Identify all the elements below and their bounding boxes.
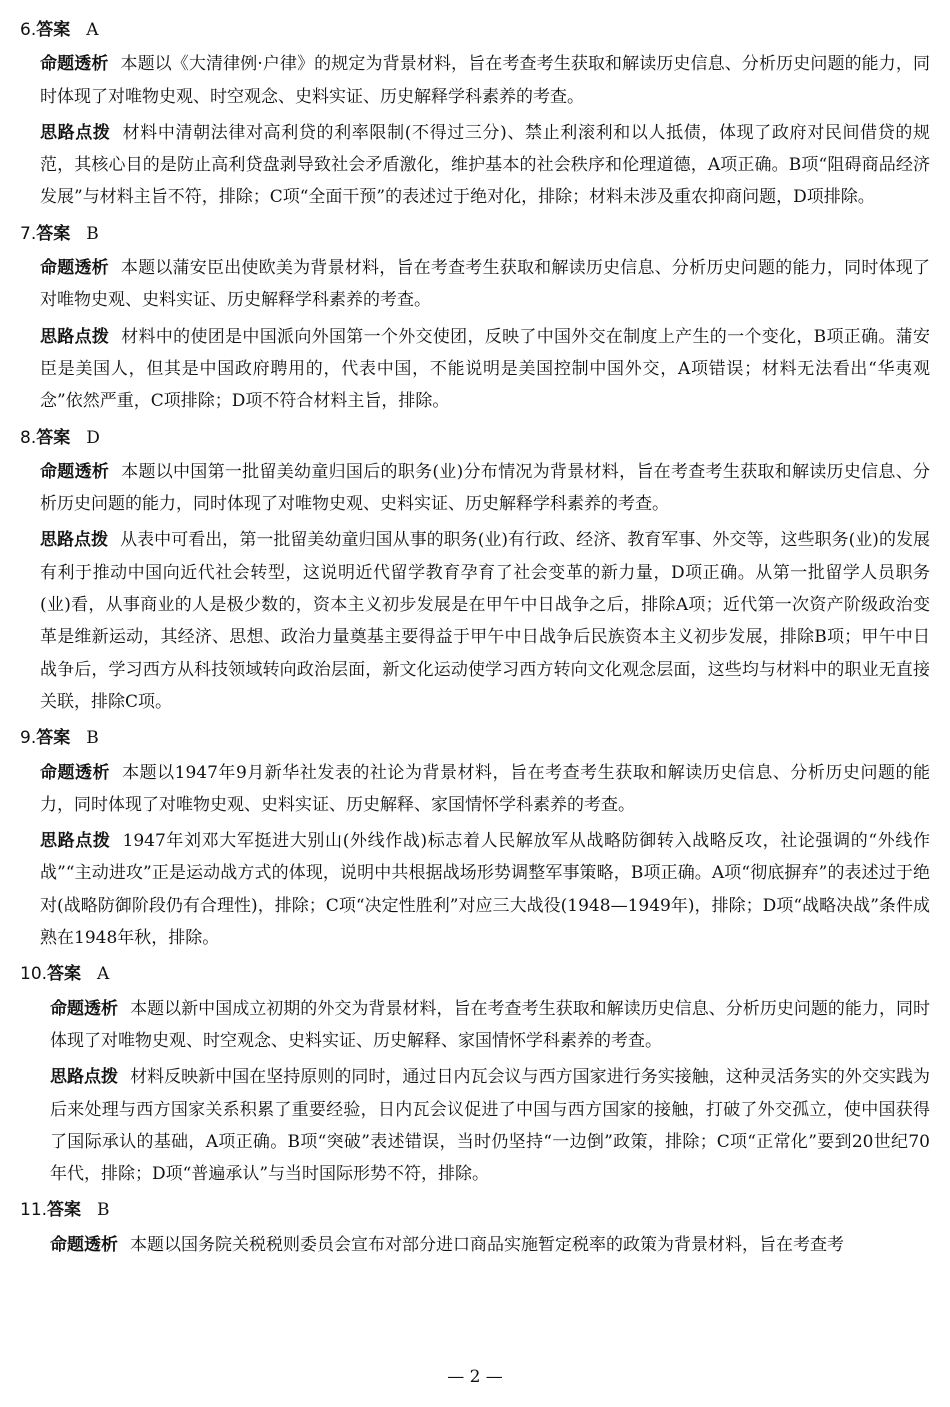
analysis-text: 本题以新中国成立初期的外交为背景材料，旨在考查考生获取和解读历史信息、分析历史问题的能力，同时体现了对唯物史观、时空观念、史料实证、历史解释、家国情怀学科素养的考查。 bbox=[50, 998, 931, 1051]
hint-text: 材料中的使团是中国派向外国第一个外交使团，反映了中国外交在制度上产生的一个变化，B项正确。蒲安臣是美国人，但其是中国政府聘用的，代表中国，不能说明是美国控制中国外交，A项错误；材料无法看出“华夷观念”依然严重，C项排除；D项不符合材料主旨，排除。 bbox=[40, 326, 931, 412]
answer-line bbox=[20, 722, 930, 754]
analysis-paragraph bbox=[50, 993, 930, 1058]
answer-label: 答案 bbox=[36, 427, 71, 448]
answer-label: 答案 bbox=[36, 728, 71, 749]
analysis-label: 命题透析 bbox=[50, 1234, 118, 1255]
hint-label: 思路点拨 bbox=[40, 122, 111, 143]
question-number: 6. bbox=[20, 20, 37, 40]
hint-paragraph bbox=[40, 825, 930, 954]
analysis-label: 命题透析 bbox=[40, 762, 111, 783]
analysis-text: 本题以国务院关税税则委员会宣布对部分进口商品实施暂定税率的政策为背景材料，旨在考查考 bbox=[130, 1234, 844, 1255]
question-number: 7. bbox=[20, 223, 37, 244]
analysis-text: 本题以《大清律例·户律》的规定为背景材料，旨在考查考生获取和解读历史信息、分析历史问题的能力，同时体现了对唯物史观、时空观念、史料实证、历史解释学科素养的考查。 bbox=[40, 54, 931, 107]
question-number: 9. bbox=[20, 728, 37, 749]
answer-line bbox=[20, 14, 930, 46]
hint-label: 思路点拨 bbox=[40, 831, 111, 852]
question-10 bbox=[20, 958, 930, 1190]
hint-text: 材料反映新中国在坚持原则的同时，通过日内瓦会议与西方国家进行务实接触，这种灵活务实的外交实践为后来处理与西方国家关系积累了重要经验，日内瓦会议促进了中国与西方国家的接触，打破了外交孤立，使中国获得了国际承认的基础，A项正确。B项“突破”表述错误，当时仍坚持“一边倒”政策，排除；C项“正常化”要到20世纪70年代，排除；D项“普遍承认”与当时国际形势不符，排除。 bbox=[50, 1067, 931, 1185]
analysis-label: 命题透析 bbox=[40, 258, 109, 279]
analysis-paragraph bbox=[50, 1229, 930, 1261]
question-number: 8. bbox=[20, 427, 37, 448]
analysis-label: 命题透析 bbox=[40, 54, 109, 75]
question-number: 11. bbox=[20, 1200, 48, 1221]
answer-label: 答案 bbox=[47, 964, 82, 985]
answer-value: B bbox=[86, 728, 99, 749]
hint-label: 思路点拨 bbox=[40, 530, 109, 551]
question-6 bbox=[20, 14, 930, 214]
analysis-text: 本题以1947年9月新华社发表的社论为背景材料，旨在考查考生获取和解读历史信息、分析历史问题的能力，同时体现了对唯物史观、史料实证、历史解释、家国情怀学科素养的考查。 bbox=[40, 762, 931, 815]
answer-line bbox=[20, 958, 930, 990]
hint-text: 材料中清朝法律对高利贷的利率限制(不得过三分)、禁止利滚利和以人抵债，体现了政府对民间借贷的规范，其核心目的是防止高利贷盘剥导致社会矛盾激化，维护基本的社会秩序和伦理道德，A项正确。B项“阻碍商品经济发展”与材料主旨不符，排除；C项“全面干预”的表述过于绝对化，排除；材料未涉及重农抑商问题，D项排除。 bbox=[40, 122, 931, 208]
hint-label: 思路点拨 bbox=[50, 1067, 119, 1088]
question-11 bbox=[20, 1194, 930, 1261]
hint-paragraph bbox=[40, 321, 930, 418]
answer-label: 答案 bbox=[36, 223, 71, 244]
hint-text: 从表中可看出，第一批留美幼童归国从事的职务(业)有行政、经济、教育军事、外交等，这些职务(业)的发展有利于推动中国向近代社会转型，这说明近代留学教育孕育了社会变革的新力量，D项正确。从第一批留学人员职务(业)看，从事商业的人是极少数的，资本主义初步发展是在甲午中日战争之后，排除A项；近代第一次资产阶级政治变革是维新运动，其经济、思想、政治力量奠基主要得益于甲午中日战争后民族资本主义初步发展，排除B项；甲午中日战争后，学习西方从科技领域转向政治层面，新文化运动使学习西方转向文化观念层面，这些均与材料中的职业无直接关联，排除C项。 bbox=[40, 530, 931, 712]
hint-label: 思路点拨 bbox=[40, 326, 110, 347]
answer-value: B bbox=[97, 1200, 110, 1221]
answer-label: 答案 bbox=[47, 1200, 82, 1221]
question-9 bbox=[20, 722, 930, 954]
analysis-text: 本题以蒲安臣出使欧美为背景材料，旨在考查考生获取和解读历史信息、分析历史问题的能力，同时体现了对唯物史观、史料实证、历史解释学科素养的考查。 bbox=[40, 258, 931, 311]
answer-value: A bbox=[86, 20, 99, 40]
answer-value: B bbox=[86, 223, 99, 244]
hint-paragraph bbox=[40, 524, 930, 718]
answer-label: 答案 bbox=[36, 20, 71, 40]
answer-value: D bbox=[86, 427, 100, 448]
analysis-paragraph bbox=[40, 757, 930, 822]
hint-paragraph bbox=[40, 117, 930, 214]
analysis-paragraph bbox=[40, 252, 930, 317]
analysis-label: 命题透析 bbox=[50, 998, 119, 1019]
hint-paragraph bbox=[50, 1061, 930, 1190]
page-number: — 2 — bbox=[447, 1366, 503, 1387]
question-7 bbox=[20, 218, 930, 418]
analysis-text: 本题以中国第一批留美幼童归国后的职务(业)分布情况为背景材料，旨在考查考生获取和解读历史信息、分析历史问题的能力，同时体现了对唯物史观、史料实证、历史解释学科素养的考查。 bbox=[40, 461, 930, 515]
analysis-paragraph bbox=[40, 48, 930, 113]
answer-line bbox=[20, 218, 930, 250]
hint-text: 1947年刘邓大军挺进大别山(外线作战)标志着人民解放军从战略防御转入战略反攻，社论强调的“外线作战”“主动进攻”正是运动战方式的体现，说明中共根据战场形势调整军事策略，B项正确。A项“彻底摒弃”的表述过于绝对(战略防御阶段仍有合理性)，排除；C项“决定性胜利”对应三大战役(1948—1949年)，排除；D项“战略决战”条件成熟在1948年秋，排除。 bbox=[40, 831, 931, 949]
analysis-label: 命题透析 bbox=[40, 461, 110, 482]
answer-line bbox=[20, 422, 930, 454]
analysis-paragraph bbox=[40, 456, 930, 521]
question-number: 10. bbox=[20, 964, 48, 985]
answer-line bbox=[20, 1194, 930, 1226]
question-8 bbox=[20, 422, 930, 719]
answer-value: A bbox=[97, 964, 110, 985]
